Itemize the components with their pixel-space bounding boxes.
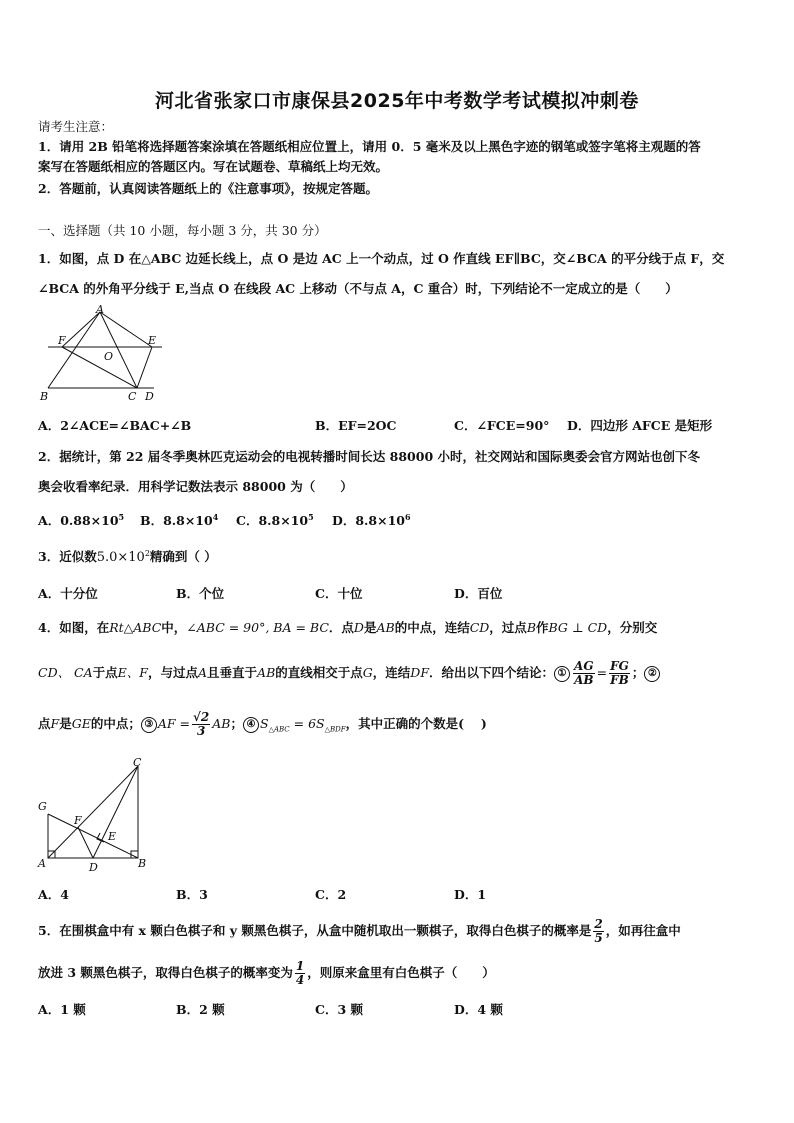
- notice-heading: 请考生注意：: [38, 119, 114, 134]
- q2-option-b[interactable]: B．$8.8\times 10^4$: [140, 511, 219, 528]
- q4-label-e: E: [108, 830, 117, 843]
- q2-option-d[interactable]: D．$8.8\times 10^6$: [332, 511, 411, 528]
- q1-label-o: O: [104, 350, 114, 363]
- q1-label-a: A: [96, 304, 104, 316]
- q2-option-c[interactable]: C．$8.8\times 10^5$: [236, 511, 314, 528]
- conclusion-4-marker: ④: [243, 717, 259, 733]
- conclusion-2-marker: ②: [644, 666, 660, 682]
- q1-label-b: B: [40, 390, 49, 403]
- q1-label-e: E: [148, 334, 157, 347]
- q2-line-1: 2．据统计，第 22 届冬季奥林匹克运动会的电视转播时间长达 88000 小时，社交网站和国际奥委会官方网站也创下冬: [38, 449, 700, 464]
- q4-option-d[interactable]: D．1: [454, 887, 487, 902]
- q1-line-2: ∠BCA 的外角平分线于 E,当点 O 在线段 AC 上移动（不与点 A，C 重合）时，下列结论不一定成立的是（ ）: [38, 281, 678, 296]
- section-heading: 一、选择题（共 10 小题，每小题 3 分，共 30 分）: [38, 223, 327, 238]
- q4-label-a: A: [38, 857, 46, 870]
- q4-label-b: B: [138, 857, 147, 870]
- q1-label-f: F: [58, 334, 66, 347]
- q1-figure: [34, 304, 166, 406]
- q2-line-2: 奥会收看率纪录．用科学记数法表示 88000 为（ ）: [38, 479, 353, 494]
- q4-label-f: F: [74, 814, 82, 827]
- q4-line-3: 点F是GE的中点； ③ AF = $\frac{√2}{3}$ AB； ④ $S_{\triangle ABC} = 6S_{\triangle BDF}$，其中正确的个数是( ): [38, 710, 487, 738]
- conclusion-3-marker: ③: [141, 717, 157, 733]
- q4-figure: [34, 754, 158, 876]
- q1-option-d[interactable]: D．四边形 AFCE 是矩形: [567, 418, 713, 433]
- q5-line-2: 放进 3 颗黑色棋子，取得白色棋子的概率变为 $\frac{1}{4}$ ，则原来盒里有白色棋子（ ）: [38, 959, 495, 987]
- q3-option-d[interactable]: D．百位: [454, 586, 503, 601]
- q1-line-1: 1．如图，点 D 在△ABC 边延长线上，点 O 是边 AC 上一个动点，过 O 作直线 EF∥BC，交∠BCA 的平分线于点 F，交: [38, 251, 725, 266]
- q1-option-a[interactable]: A．2∠ACE=∠BAC+∠B: [38, 418, 192, 433]
- fraction-fg-fb: $\frac{FG}{FB}$: [610, 659, 629, 687]
- q3-option-b[interactable]: B．个位: [176, 586, 225, 601]
- q4-label-c: C: [133, 756, 142, 769]
- page-title: 河北省张家口市康保县2025年中考数学考试模拟冲刺卷: [155, 90, 639, 112]
- q4-option-b[interactable]: B．3: [176, 887, 208, 902]
- fraction-1-4: $\frac{1}{4}$: [295, 959, 305, 987]
- q1-option-c[interactable]: C．∠FCE=90°: [454, 418, 550, 433]
- q4-label-g: G: [38, 800, 47, 813]
- q5-line-1: 5．在围棋盒中有 x 颗白色棋子和 y 颗黑色棋子，从盒中随机取出一颗棋子，取得白色棋子的概率是 $\frac{2}{5}$ ，如再往盒中: [38, 917, 681, 945]
- q4-label-d: D: [89, 861, 98, 874]
- fraction-ag-ab: $\frac{AG}{AB}$: [574, 659, 594, 687]
- fraction-2-5: $\frac{2}{5}$: [594, 917, 603, 945]
- q2-option-a[interactable]: A．$0.88\times 10^5$: [38, 511, 125, 528]
- q1-label-c: C: [128, 390, 137, 403]
- q4-option-a[interactable]: A．4: [38, 887, 69, 902]
- conclusion-1-marker: ①: [554, 666, 570, 682]
- q3-option-c[interactable]: C．十位: [315, 586, 363, 601]
- q1-label-d: D: [145, 390, 154, 403]
- notice-line-1b: 案写在答题纸相应的答题区内。写在试题卷、草稿纸上均无效。: [38, 159, 389, 174]
- q1-option-b[interactable]: B．EF=2OC: [315, 418, 397, 433]
- q4-line-2: CD、 CA于点E、F，与过点A且垂直于AB的直线相交于点G，连结DF．给出以下四个结论： ① $\frac{AG}{AB}$ = $\frac{FG}{FB}$ ； ②: [38, 660, 661, 687]
- q3-option-a[interactable]: A．十分位: [38, 586, 98, 601]
- q5-option-c[interactable]: C．3 颗: [315, 1002, 363, 1017]
- notice-line-2: 2．答题前，认真阅读答题纸上的《注意事项》，按规定答题。: [38, 181, 378, 196]
- fraction-sqrt2-3: $\frac{√2}{3}$: [193, 710, 210, 738]
- q4-option-c[interactable]: C．2: [315, 887, 347, 902]
- q5-option-d[interactable]: D．4 颗: [454, 1002, 503, 1017]
- q4-line-1: 4．如图，在Rt△ABC中，∠ABC = 90°, BA = BC．点D是AB的中点，连结CD，过点B作BG ⊥ CD，分别交: [38, 620, 658, 635]
- q5-option-b[interactable]: B．2 颗: [176, 1002, 225, 1017]
- notice-line-1a: 1．请用 2B 铅笔将选择题答案涂填在答题纸相应位置上，请用 0．5 毫米及以上黑色字迹的钢笔或签字笔将主观题的答: [38, 139, 701, 154]
- q5-option-a[interactable]: A．1 颗: [38, 1002, 86, 1017]
- q3-stem: 3．近似数$5.0\times 10^2$精确到（ ）: [38, 549, 217, 566]
